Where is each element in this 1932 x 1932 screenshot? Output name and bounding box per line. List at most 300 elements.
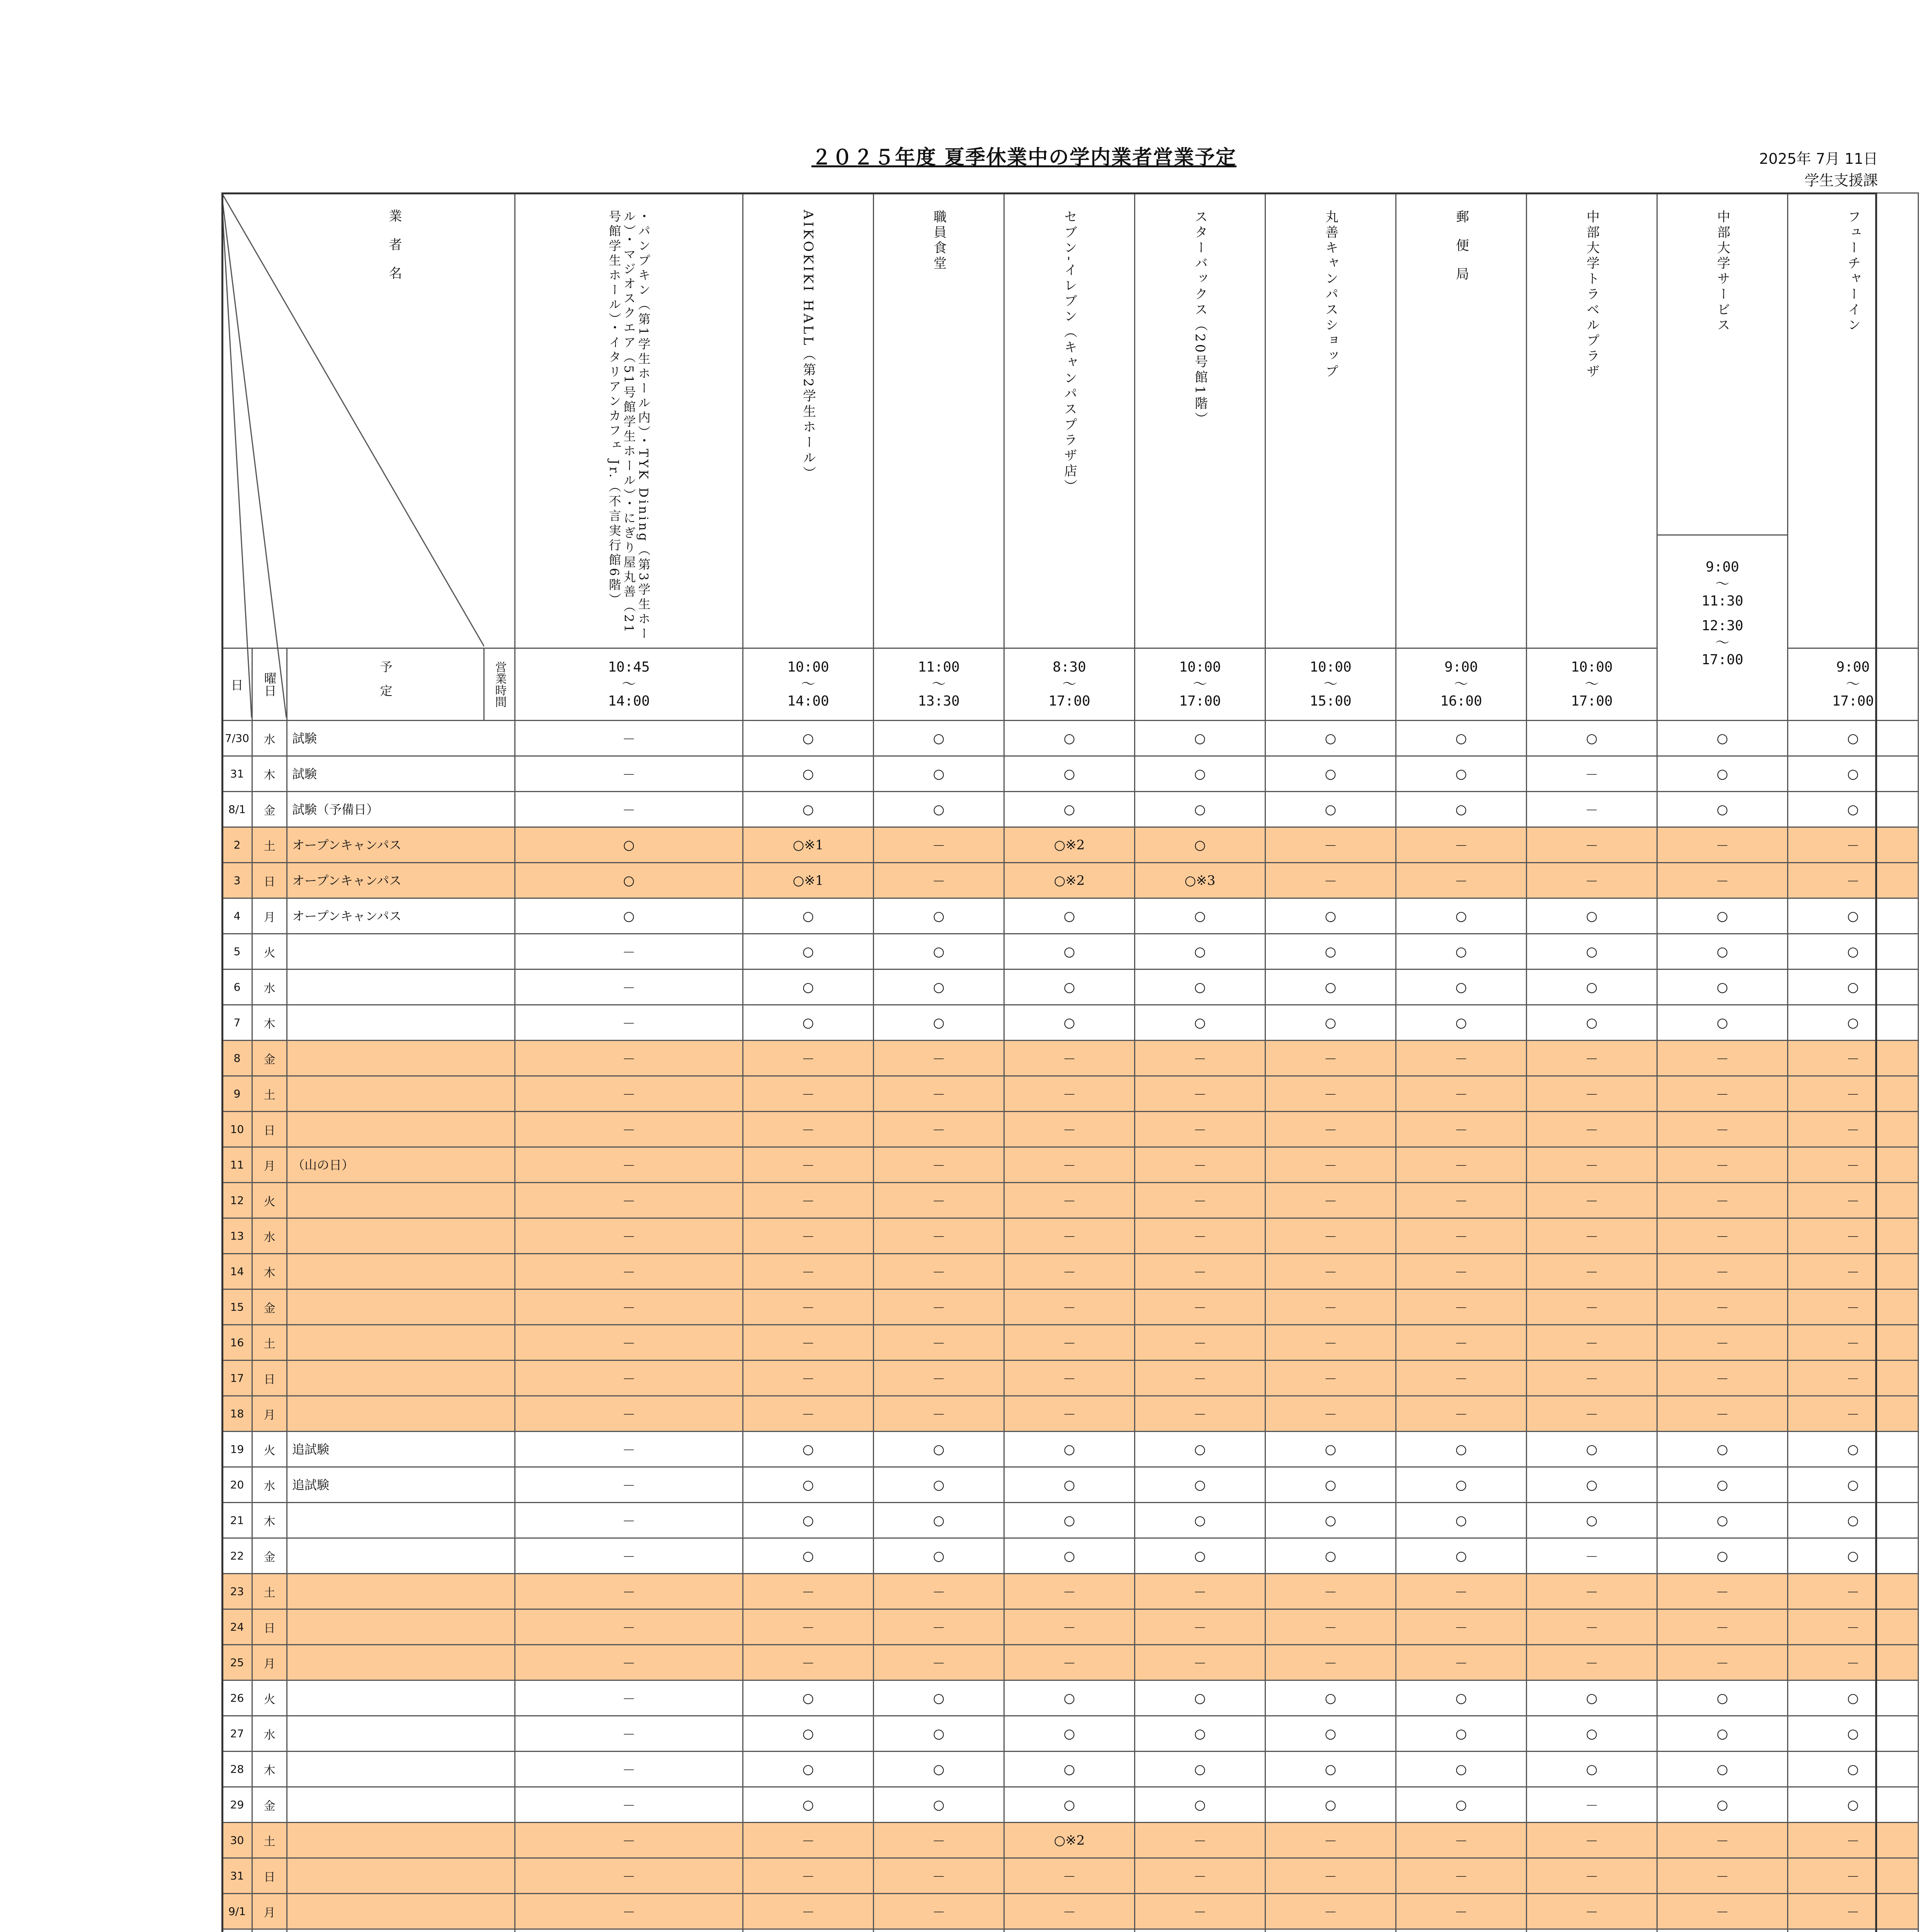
status-cell: － bbox=[1657, 1325, 1788, 1361]
schedule-column-header: 予定 bbox=[287, 648, 484, 721]
status-cell: ○ bbox=[1004, 1538, 1135, 1574]
status-cell: ○ bbox=[743, 1680, 874, 1716]
weekday-cell: 木 bbox=[252, 756, 287, 792]
status-cell: － bbox=[1265, 1574, 1396, 1609]
weekday-cell: 水 bbox=[252, 1218, 287, 1254]
status-cell: ○※2 bbox=[1004, 827, 1135, 863]
vendor-hours: 10:00 〜 14:00 bbox=[743, 648, 874, 721]
day-cell: 13 bbox=[222, 1218, 252, 1254]
status-cell: ○ bbox=[1265, 1503, 1396, 1538]
status-cell: － bbox=[1265, 1147, 1396, 1183]
status-cell: ○ bbox=[1396, 1432, 1527, 1467]
status-cell: ○ bbox=[1004, 1005, 1135, 1041]
status-cell: ○ bbox=[1657, 898, 1788, 934]
status-cell: － bbox=[1135, 1574, 1265, 1609]
status-cell: ○ bbox=[1396, 792, 1527, 827]
status-cell: － bbox=[1527, 827, 1657, 863]
status-cell: － bbox=[1788, 1112, 1918, 1147]
status-cell: － bbox=[874, 1218, 1004, 1254]
status-cell: ○ bbox=[1396, 1680, 1527, 1716]
status-cell: － bbox=[1527, 1396, 1657, 1432]
weekday-cell: 月 bbox=[252, 1396, 287, 1432]
status-cell: ○ bbox=[1265, 1538, 1396, 1574]
status-cell: ○ bbox=[743, 1005, 874, 1041]
status-cell: ○ bbox=[1396, 1538, 1527, 1574]
status-cell: － bbox=[1265, 1218, 1396, 1254]
status-cell: － bbox=[515, 1787, 743, 1823]
status-cell: － bbox=[515, 1467, 743, 1503]
status-cell: ○ bbox=[1788, 1432, 1918, 1467]
status-cell: － bbox=[1657, 1858, 1788, 1894]
status-cell: － bbox=[1396, 1645, 1527, 1680]
status-cell: ○ bbox=[1135, 1432, 1265, 1467]
status-cell: － bbox=[1527, 863, 1657, 898]
status-cell: － bbox=[1265, 827, 1396, 863]
day-cell: 15 bbox=[222, 1289, 252, 1325]
day-cell: 2 bbox=[222, 827, 252, 863]
status-cell: ○ bbox=[1004, 1787, 1135, 1823]
status-cell: － bbox=[743, 1645, 874, 1680]
status-cell: － bbox=[1788, 1396, 1918, 1432]
status-cell: － bbox=[1135, 1325, 1265, 1361]
day-cell: 26 bbox=[222, 1680, 252, 1716]
status-cell: ○ bbox=[1135, 1467, 1265, 1503]
status-cell: － bbox=[1788, 1289, 1918, 1325]
status-cell: ○ bbox=[743, 1432, 874, 1467]
vendor-name: 丸善キャンパスショップ bbox=[1323, 210, 1338, 380]
status-cell: ○ bbox=[1657, 934, 1788, 969]
status-cell: ○ bbox=[1527, 1467, 1657, 1503]
status-cell: － bbox=[1657, 1112, 1788, 1147]
status-cell: － bbox=[743, 1396, 874, 1432]
status-cell: － bbox=[1265, 1361, 1396, 1396]
status-cell: － bbox=[1527, 1289, 1657, 1325]
status-cell: ○ bbox=[1004, 792, 1135, 827]
vendor-name: ・パンプキン（第1学生ホール内）・TYK Dining（第3学生ホール）・マジオスクエア（51号館学生ホール）・にぎり屋丸善（21号館学生ホール）・イタリアンカフェ Jr.（不言実行館6階） bbox=[607, 210, 651, 642]
day-cell: 27 bbox=[222, 1716, 252, 1752]
status-cell: － bbox=[1396, 1076, 1527, 1112]
weekday-cell: 火 bbox=[252, 1680, 287, 1716]
status-cell: ○ bbox=[1135, 969, 1265, 1005]
status-cell: － bbox=[1004, 1183, 1135, 1218]
status-cell: － bbox=[1265, 1609, 1396, 1645]
status-cell: ○ bbox=[1135, 756, 1265, 792]
day-cell: 16 bbox=[222, 1325, 252, 1361]
status-cell: ○ bbox=[1527, 1680, 1657, 1716]
status-cell: － bbox=[743, 1361, 874, 1396]
status-cell: － bbox=[515, 1041, 743, 1076]
status-cell: － bbox=[515, 1609, 743, 1645]
weekday-cell: 月 bbox=[252, 1645, 287, 1680]
status-cell: ○ bbox=[1657, 1680, 1788, 1716]
status-cell: － bbox=[515, 1005, 743, 1041]
weekday-cell: 日 bbox=[252, 1609, 287, 1645]
status-cell: － bbox=[1396, 1218, 1527, 1254]
status-cell: － bbox=[1396, 1823, 1527, 1858]
plan-cell: 追試験 bbox=[287, 1432, 515, 1467]
status-cell: － bbox=[515, 934, 743, 969]
vendor-name-label: 業者名 bbox=[386, 209, 402, 295]
status-cell: － bbox=[515, 969, 743, 1005]
status-cell: ○ bbox=[1527, 1005, 1657, 1041]
status-cell: － bbox=[1527, 1183, 1657, 1218]
status-cell: － bbox=[515, 1432, 743, 1467]
status-cell: － bbox=[1657, 1574, 1788, 1609]
status-cell: － bbox=[1135, 1112, 1265, 1147]
status-cell: － bbox=[874, 1041, 1004, 1076]
weekday-cell: 木 bbox=[252, 1254, 287, 1289]
status-cell: ○ bbox=[874, 1680, 1004, 1716]
status-cell: － bbox=[1004, 1041, 1135, 1076]
weekday-cell: 木 bbox=[252, 1752, 287, 1787]
status-cell: － bbox=[1004, 1289, 1135, 1325]
status-cell: － bbox=[1265, 1894, 1396, 1929]
status-cell: － bbox=[1135, 1289, 1265, 1325]
status-cell: － bbox=[1788, 1894, 1918, 1929]
status-cell: － bbox=[1527, 1041, 1657, 1076]
status-cell: ○ bbox=[1788, 969, 1918, 1005]
status-cell: － bbox=[1788, 1076, 1918, 1112]
status-cell: － bbox=[515, 1823, 743, 1858]
weekday-cell: 火 bbox=[252, 1432, 287, 1467]
status-cell: ○ bbox=[1004, 898, 1135, 934]
status-cell: － bbox=[1135, 1147, 1265, 1183]
status-cell: － bbox=[874, 1076, 1004, 1112]
issue-date: 2025年 7月 11日 bbox=[1759, 150, 1878, 167]
status-cell: ○ bbox=[1527, 1503, 1657, 1538]
status-cell: ○ bbox=[1265, 1787, 1396, 1823]
status-cell: ○ bbox=[1657, 1538, 1788, 1574]
status-cell: ○ bbox=[1657, 1432, 1788, 1467]
status-cell: － bbox=[1788, 827, 1918, 863]
day-cell: 14 bbox=[222, 1254, 252, 1289]
status-cell: ○ bbox=[1004, 969, 1135, 1005]
status-cell: － bbox=[515, 1538, 743, 1574]
day-cell: 9 bbox=[222, 1076, 252, 1112]
weekday-cell: 水 bbox=[252, 1716, 287, 1752]
status-cell: ○ bbox=[874, 1432, 1004, 1467]
status-cell: ○※1 bbox=[743, 863, 874, 898]
status-cell: ○ bbox=[1265, 1432, 1396, 1467]
day-cell: 24 bbox=[222, 1609, 252, 1645]
status-cell: － bbox=[515, 1894, 743, 1929]
status-cell: － bbox=[1396, 827, 1527, 863]
status-cell: ○ bbox=[1657, 1467, 1788, 1503]
status-cell: － bbox=[515, 1574, 743, 1609]
status-cell: ○ bbox=[1004, 1752, 1135, 1787]
status-cell: ○ bbox=[1788, 1787, 1918, 1823]
status-cell: － bbox=[1004, 1396, 1135, 1432]
status-cell: － bbox=[743, 1823, 874, 1858]
status-cell: ○ bbox=[515, 863, 743, 898]
status-cell: ○ bbox=[1135, 827, 1265, 863]
weekday-cell: 金 bbox=[252, 792, 287, 827]
status-cell: － bbox=[874, 1574, 1004, 1609]
status-cell: ○ bbox=[743, 792, 874, 827]
status-cell: ○ bbox=[874, 1716, 1004, 1752]
status-cell: － bbox=[1657, 1396, 1788, 1432]
status-cell: ○ bbox=[1657, 1005, 1788, 1041]
status-cell: － bbox=[1135, 1183, 1265, 1218]
status-cell: － bbox=[1527, 1645, 1657, 1680]
status-cell: － bbox=[1135, 1645, 1265, 1680]
vendor-hours: 10:45 〜 14:00 bbox=[515, 648, 743, 721]
status-cell: － bbox=[1396, 1894, 1527, 1929]
status-cell: ○ bbox=[1396, 1467, 1527, 1503]
status-cell: ○ bbox=[743, 1503, 874, 1538]
plan-cell: 試験 bbox=[287, 721, 515, 756]
status-cell: ○ bbox=[1265, 1467, 1396, 1503]
weekday-cell: 土 bbox=[252, 1574, 287, 1609]
status-cell: ○ bbox=[743, 1538, 874, 1574]
status-cell: ○ bbox=[1657, 721, 1788, 756]
status-cell: － bbox=[1265, 1289, 1396, 1325]
status-cell: ○ bbox=[1396, 1005, 1527, 1041]
weekday-cell: 日 bbox=[252, 1361, 287, 1396]
status-cell: － bbox=[743, 1609, 874, 1645]
day-cell: 21 bbox=[222, 1503, 252, 1538]
status-cell: ○ bbox=[1788, 756, 1918, 792]
status-cell: ○ bbox=[1265, 756, 1396, 792]
day-cell: 31 bbox=[222, 756, 252, 792]
status-cell: ○ bbox=[743, 1467, 874, 1503]
status-cell: － bbox=[1527, 1609, 1657, 1645]
status-cell: ○ bbox=[1265, 898, 1396, 934]
weekday-cell: 月 bbox=[252, 898, 287, 934]
day-cell: 4 bbox=[222, 898, 252, 934]
day-cell: 29 bbox=[222, 1787, 252, 1823]
status-cell: － bbox=[874, 1254, 1004, 1289]
weekday-cell: 日 bbox=[252, 1858, 287, 1894]
status-cell: － bbox=[515, 756, 743, 792]
status-cell: － bbox=[743, 1041, 874, 1076]
status-cell: ○※3 bbox=[1135, 863, 1265, 898]
status-cell: － bbox=[1657, 863, 1788, 898]
status-cell: ○ bbox=[1657, 1716, 1788, 1752]
status-cell: ○ bbox=[1527, 898, 1657, 934]
status-cell: ○ bbox=[1396, 721, 1527, 756]
plan-cell: 試験 bbox=[287, 756, 515, 792]
status-cell: － bbox=[1135, 1609, 1265, 1645]
status-cell: ○※1 bbox=[743, 827, 874, 863]
status-cell: － bbox=[1265, 1645, 1396, 1680]
status-cell: ○ bbox=[1265, 1005, 1396, 1041]
status-cell: － bbox=[743, 1254, 874, 1289]
vendor-name: 中部大学サービス bbox=[1714, 210, 1730, 333]
day-cell: 8 bbox=[222, 1041, 252, 1076]
vendor-name: セブン‐イレブン（キャンパスプラザ店） bbox=[1061, 210, 1077, 495]
status-cell: － bbox=[1527, 1538, 1657, 1574]
status-cell: ○※2 bbox=[1004, 863, 1135, 898]
weekday-cell: 木 bbox=[252, 1005, 287, 1041]
status-cell: － bbox=[1657, 827, 1788, 863]
status-cell: ○ bbox=[1135, 1716, 1265, 1752]
status-cell: － bbox=[1527, 1574, 1657, 1609]
status-cell: ○ bbox=[1788, 1716, 1918, 1752]
status-cell: － bbox=[874, 1325, 1004, 1361]
plan-cell: （山の日） bbox=[287, 1147, 515, 1183]
status-cell: － bbox=[1396, 1112, 1527, 1147]
status-cell: ○ bbox=[1788, 721, 1918, 756]
status-cell: ○ bbox=[743, 969, 874, 1005]
weekday-cell: 水 bbox=[252, 1467, 287, 1503]
status-cell: － bbox=[1657, 1609, 1788, 1645]
status-cell: － bbox=[1396, 1147, 1527, 1183]
status-cell: － bbox=[1265, 1396, 1396, 1432]
status-cell: ○ bbox=[1004, 721, 1135, 756]
status-cell: ○ bbox=[1527, 969, 1657, 1005]
day-cell: 19 bbox=[222, 1432, 252, 1467]
status-cell: － bbox=[1527, 1218, 1657, 1254]
status-cell: ○ bbox=[874, 792, 1004, 827]
status-cell: － bbox=[1004, 1858, 1135, 1894]
weekday-column-header: 曜日 bbox=[252, 648, 287, 721]
status-cell: － bbox=[1004, 1361, 1135, 1396]
weekday-cell: 土 bbox=[252, 1325, 287, 1361]
status-cell: － bbox=[515, 1680, 743, 1716]
status-cell: ○ bbox=[1004, 934, 1135, 969]
status-cell: － bbox=[743, 1147, 874, 1183]
status-cell: ○ bbox=[1004, 1503, 1135, 1538]
page-frame bbox=[221, 192, 1877, 1932]
vendor-name: スターバックス（20号館1階） bbox=[1192, 210, 1208, 427]
status-cell: － bbox=[1004, 1645, 1135, 1680]
status-cell: － bbox=[1527, 1787, 1657, 1823]
status-cell: － bbox=[1396, 863, 1527, 898]
status-cell: ○ bbox=[1396, 1787, 1527, 1823]
status-cell: ○ bbox=[1265, 1752, 1396, 1787]
status-cell: － bbox=[743, 1076, 874, 1112]
status-cell: － bbox=[1004, 1574, 1135, 1609]
status-cell: － bbox=[1004, 1112, 1135, 1147]
status-cell: － bbox=[1788, 1183, 1918, 1218]
status-cell: － bbox=[1396, 1289, 1527, 1325]
status-cell: － bbox=[874, 1894, 1004, 1929]
status-cell: ○ bbox=[1788, 1752, 1918, 1787]
status-cell: － bbox=[1788, 1574, 1918, 1609]
status-cell: ○ bbox=[874, 1787, 1004, 1823]
status-cell: ○ bbox=[1396, 934, 1527, 969]
status-cell: － bbox=[743, 1325, 874, 1361]
weekday-cell: 土 bbox=[252, 1823, 287, 1858]
status-cell: － bbox=[1788, 1147, 1918, 1183]
status-cell: － bbox=[874, 1823, 1004, 1858]
status-cell: ○ bbox=[1396, 898, 1527, 934]
status-cell: － bbox=[1527, 1823, 1657, 1858]
day-cell: 31 bbox=[222, 1858, 252, 1894]
vendor-name: 郵便局 bbox=[1453, 210, 1469, 296]
status-cell: ○ bbox=[1657, 969, 1788, 1005]
plan-cell: オープンキャンパス bbox=[287, 898, 515, 934]
status-cell: － bbox=[1265, 1183, 1396, 1218]
status-cell: － bbox=[515, 1361, 743, 1396]
vendor-hours: 8:30 〜 17:00 bbox=[1004, 648, 1135, 721]
vendor-hours: 10:00 〜 17:00 bbox=[1527, 648, 1657, 721]
status-cell: ○ bbox=[1788, 1467, 1918, 1503]
weekday-cell: 火 bbox=[252, 1183, 287, 1218]
weekday-cell: 土 bbox=[252, 1076, 287, 1112]
status-cell: － bbox=[1265, 863, 1396, 898]
status-cell: － bbox=[515, 1147, 743, 1183]
status-cell: － bbox=[515, 1325, 743, 1361]
weekday-cell: 月 bbox=[252, 1147, 287, 1183]
status-cell: ○ bbox=[1788, 934, 1918, 969]
status-cell: ○ bbox=[1788, 792, 1918, 827]
status-cell: － bbox=[874, 1147, 1004, 1183]
status-cell: － bbox=[1788, 1609, 1918, 1645]
status-cell: ○ bbox=[743, 934, 874, 969]
status-cell: － bbox=[1527, 1254, 1657, 1289]
status-cell: ○ bbox=[1396, 1752, 1527, 1787]
status-cell: － bbox=[1657, 1183, 1788, 1218]
status-cell: － bbox=[874, 1183, 1004, 1218]
status-cell: ○ bbox=[1527, 934, 1657, 969]
status-cell: － bbox=[1004, 1254, 1135, 1289]
status-cell: ○※2 bbox=[1004, 1823, 1135, 1858]
status-cell: － bbox=[1788, 1218, 1918, 1254]
vendor-hours: 11:00 〜 13:30 bbox=[874, 648, 1004, 721]
weekday-cell: 木 bbox=[252, 1503, 287, 1538]
vendor-hours: 9:00 〜 17:00 bbox=[1788, 648, 1918, 721]
vendor-hours-morning: 9:00 〜 11:30 bbox=[1701, 559, 1743, 609]
vendor-hours: 12:30 〜 17:00 bbox=[1701, 618, 1743, 668]
status-cell: － bbox=[743, 1574, 874, 1609]
status-cell: － bbox=[1396, 1254, 1527, 1289]
status-cell: ○ bbox=[1004, 1680, 1135, 1716]
status-cell: － bbox=[1657, 1361, 1788, 1396]
day-cell: 7/30 bbox=[222, 721, 252, 756]
status-cell: ○ bbox=[874, 1467, 1004, 1503]
weekday-cell: 水 bbox=[252, 969, 287, 1005]
status-cell: － bbox=[874, 1396, 1004, 1432]
status-cell: － bbox=[1657, 1147, 1788, 1183]
status-cell: ○ bbox=[743, 721, 874, 756]
status-cell: － bbox=[1657, 1254, 1788, 1289]
status-cell: ○ bbox=[1135, 934, 1265, 969]
day-cell: 8/1 bbox=[222, 792, 252, 827]
status-cell: － bbox=[1657, 1041, 1788, 1076]
status-cell: － bbox=[1135, 1823, 1265, 1858]
status-cell: － bbox=[874, 1289, 1004, 1325]
status-cell: ○ bbox=[1135, 1680, 1265, 1716]
day-cell: 12 bbox=[222, 1183, 252, 1218]
status-cell: － bbox=[1657, 1894, 1788, 1929]
day-cell: 6 bbox=[222, 969, 252, 1005]
plan-cell: オープンキャンパス bbox=[287, 827, 515, 863]
weekday-cell: 月 bbox=[252, 1894, 287, 1929]
status-cell: － bbox=[1004, 1609, 1135, 1645]
status-cell: － bbox=[1135, 1041, 1265, 1076]
status-cell: － bbox=[1265, 1041, 1396, 1076]
status-cell: － bbox=[1527, 1325, 1657, 1361]
status-cell: － bbox=[743, 1183, 874, 1218]
day-cell: 3 bbox=[222, 863, 252, 898]
status-cell: ○ bbox=[874, 934, 1004, 969]
status-cell: － bbox=[1527, 1076, 1657, 1112]
status-cell: － bbox=[743, 1894, 874, 1929]
day-cell: 17 bbox=[222, 1361, 252, 1396]
status-cell: ○ bbox=[1657, 792, 1788, 827]
status-cell: ○ bbox=[1135, 1787, 1265, 1823]
status-cell: ○ bbox=[1004, 1467, 1135, 1503]
status-cell: － bbox=[515, 1858, 743, 1894]
status-cell: － bbox=[1396, 1858, 1527, 1894]
day-column-header: 日 bbox=[222, 648, 252, 721]
vendor-name: AIKOKIKI HALL（第2学生ホール） bbox=[800, 210, 816, 482]
status-cell: ○ bbox=[1396, 756, 1527, 792]
department-name: 学生支援課 bbox=[1804, 172, 1878, 189]
hours-row-header: 営業時間 bbox=[484, 648, 515, 721]
